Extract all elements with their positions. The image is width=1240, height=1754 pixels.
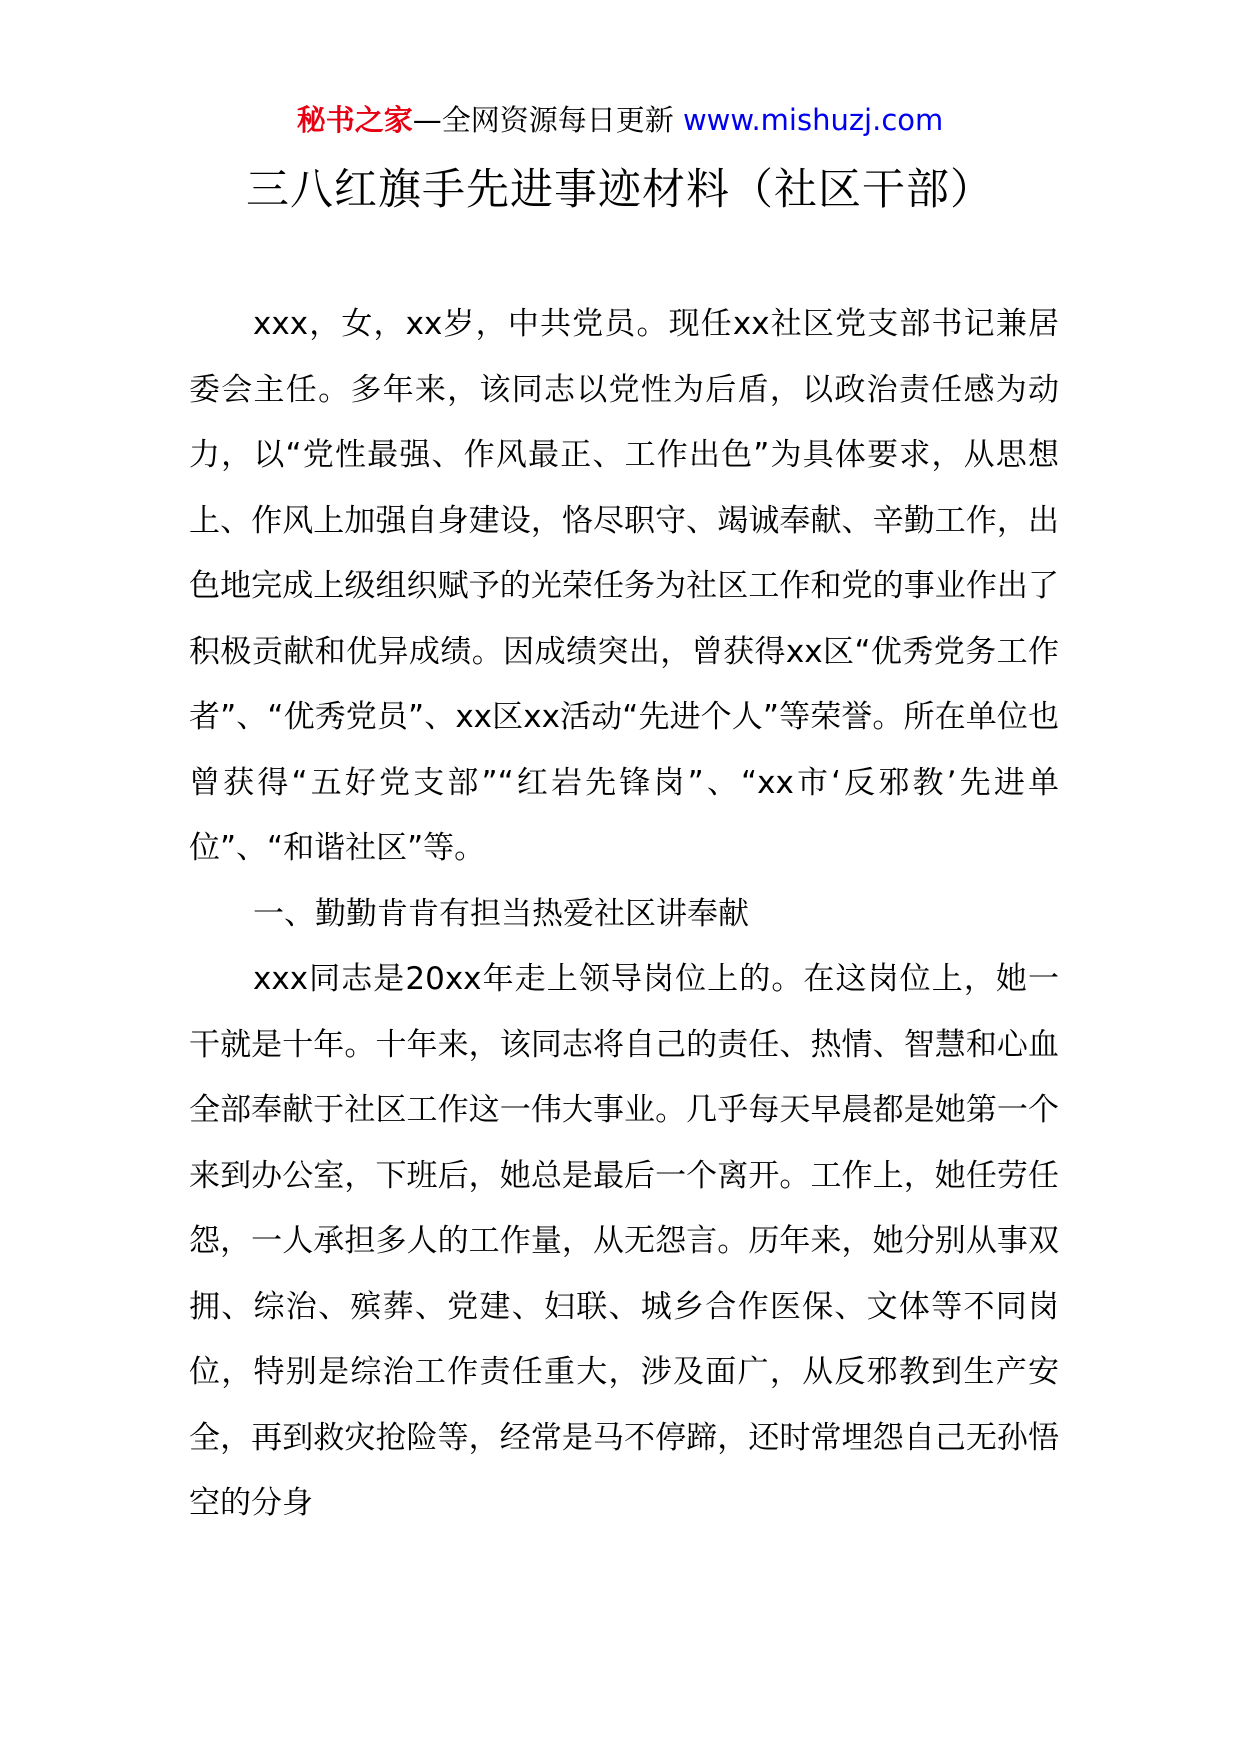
document-title: 三八红旗手先进事迹材料（社区干部） [246,165,994,215]
site-tagline: —全网资源每日更新 [412,103,674,137]
body-paragraph: xxx同志是20xx年走上领导岗位上的。在这岗位上，她一干就是十年。十年来，该同志将自己的责任、热情、智慧和心血全部奉献于社区工作这一伟大事业。几乎每天早晨都是她第一个来到办公室，下班后，她总是最后一个离开。工作上，她任劳任怨，一人承担多人的工作量，从无怨言。历年来，她分别从事双拥、综治、殡葬、党建、妇联、城乡合作医保、文体等不同岗位，特别是综治工作责任重大，涉及面广，从反邪教到生产安全，再到救灾抢险等，经常是马不停蹄，还时常埋怨自己无孙悟空的分身 [189,961,1059,1521]
site-url-link[interactable]: www.mishuzj.com [682,103,944,137]
intro-paragraph: xxx，女，xx岁，中共党员。现任xx社区党支部书记兼居委会主任。多年来，该同志以党性为后盾，以政治责任感为动力，以“党性最强、作风最正、工作出色”为具体要求，从思想上、作风上加强自身建设，恪尽职守、竭诚奉献、辛勤工作，出色地完成上级组织赋予的光荣任务为社区工作和党的事业作出了积极贡献和优异成绩。因成绩突出，曾获得xx区“优秀党务工作者”、“优秀党员”、xx区xx活动“先进个人”等荣誉。所在单位也曾获得“五好党支部”“红岩先锋岗”、“xx市‘反邪教’先进单位”、“和谐社区”等。 [189,306,1059,866]
site-header [0,100,1240,140]
site-brand: 秘书之家 [296,103,413,137]
section-heading: 一、勤勤肯肯有担当热爱社区讲奉献 [253,895,749,932]
document-body [189,292,1059,1537]
